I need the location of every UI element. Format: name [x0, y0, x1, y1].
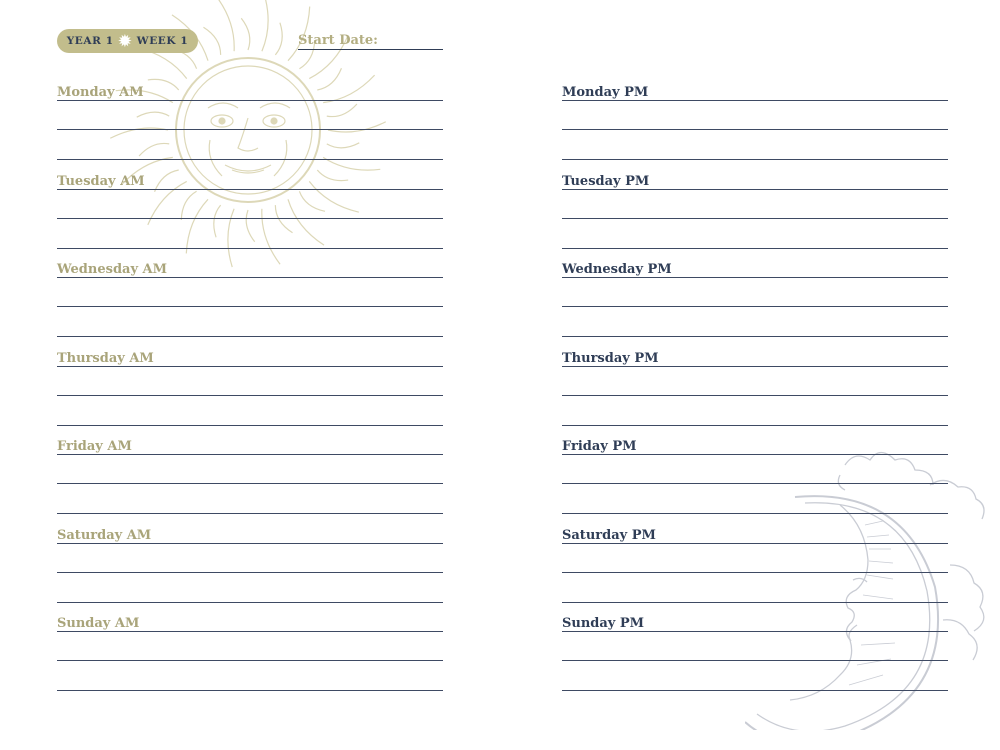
day-label: Tuesday PM: [562, 173, 650, 189]
day-label: Wednesday PM: [562, 262, 672, 277]
writing-line[interactable]: [57, 248, 443, 249]
writing-line[interactable]: [562, 602, 948, 603]
writing-line[interactable]: [562, 129, 948, 130]
day-label: Friday PM: [562, 439, 637, 454]
writing-line[interactable]: [562, 425, 948, 426]
sun-ray: [262, 0, 268, 51]
writing-line[interactable]: [57, 513, 443, 514]
day-block-friday-pm: [562, 437, 948, 526]
writing-line[interactable]: [562, 366, 948, 367]
writing-line[interactable]: [57, 306, 443, 307]
start-date-label: Start Date:: [298, 33, 378, 48]
writing-line[interactable]: [57, 602, 443, 603]
writing-line[interactable]: [57, 395, 443, 396]
writing-line[interactable]: [562, 572, 948, 573]
writing-line[interactable]: [57, 100, 443, 101]
writing-line[interactable]: [562, 248, 948, 249]
writing-line[interactable]: [57, 218, 443, 219]
writing-line[interactable]: [57, 189, 443, 190]
day-block-wednesday-am: [57, 260, 443, 349]
day-label: Monday AM: [57, 85, 144, 100]
writing-line[interactable]: [57, 129, 443, 130]
day-block-wednesday-pm: [562, 260, 948, 349]
writing-line[interactable]: [57, 572, 443, 573]
writing-line[interactable]: [562, 189, 948, 190]
day-block-friday-am: [57, 437, 443, 526]
writing-line[interactable]: [562, 513, 948, 514]
writing-line[interactable]: [562, 159, 948, 160]
writing-line[interactable]: [562, 483, 948, 484]
day-label: Wednesday AM: [57, 262, 168, 277]
writing-line[interactable]: [562, 218, 948, 219]
writing-line[interactable]: [57, 425, 443, 426]
writing-line[interactable]: [57, 690, 443, 691]
am-column: [57, 83, 443, 703]
writing-line[interactable]: [57, 454, 443, 455]
writing-line[interactable]: [562, 395, 948, 396]
day-label: Monday PM: [562, 85, 649, 100]
day-label: Saturday PM: [562, 527, 656, 543]
day-block-thursday-pm: [562, 349, 948, 438]
writing-line[interactable]: [57, 366, 443, 367]
writing-line[interactable]: [57, 483, 443, 484]
writing-line[interactable]: [562, 306, 948, 307]
writing-line[interactable]: [562, 277, 948, 278]
pm-column: [562, 83, 948, 703]
day-label: Thursday AM: [57, 350, 154, 366]
day-block-monday-am: [57, 83, 443, 172]
sun-star-icon: ✹: [118, 31, 132, 50]
writing-line[interactable]: [562, 660, 948, 661]
year-label: YEAR 1: [66, 35, 114, 47]
writing-line[interactable]: [57, 159, 443, 160]
writing-line[interactable]: [57, 660, 443, 661]
day-label: Friday AM: [57, 439, 132, 454]
writing-line[interactable]: [562, 543, 948, 544]
day-block-sunday-pm: [562, 614, 948, 703]
day-block-saturday-am: [57, 526, 443, 615]
writing-line[interactable]: [562, 454, 948, 455]
day-label: Saturday AM: [57, 527, 152, 543]
week-label: WEEK 1: [136, 35, 189, 47]
writing-line[interactable]: [562, 631, 948, 632]
writing-line[interactable]: [57, 631, 443, 632]
day-block-thursday-am: [57, 349, 443, 438]
day-block-saturday-pm: [562, 526, 948, 615]
writing-line[interactable]: [562, 690, 948, 691]
day-label: Sunday AM: [57, 616, 140, 631]
day-block-monday-pm: [562, 83, 948, 172]
start-date-field[interactable]: [298, 33, 443, 50]
sun-ray: [203, 27, 220, 55]
writing-line[interactable]: [57, 543, 443, 544]
day-label: Thursday PM: [562, 350, 659, 366]
day-block-sunday-am: [57, 614, 443, 703]
writing-line[interactable]: [562, 100, 948, 101]
sun-ray: [216, 0, 234, 51]
writing-line[interactable]: [562, 336, 948, 337]
day-label: Tuesday AM: [57, 173, 145, 189]
sun-ray: [241, 18, 250, 50]
year-week-badge: [57, 29, 198, 53]
day-block-tuesday-pm: [562, 172, 948, 261]
day-label: Sunday PM: [562, 616, 645, 631]
writing-line[interactable]: [57, 336, 443, 337]
day-block-tuesday-am: [57, 172, 443, 261]
sun-ray: [275, 23, 282, 55]
writing-line[interactable]: [57, 277, 443, 278]
